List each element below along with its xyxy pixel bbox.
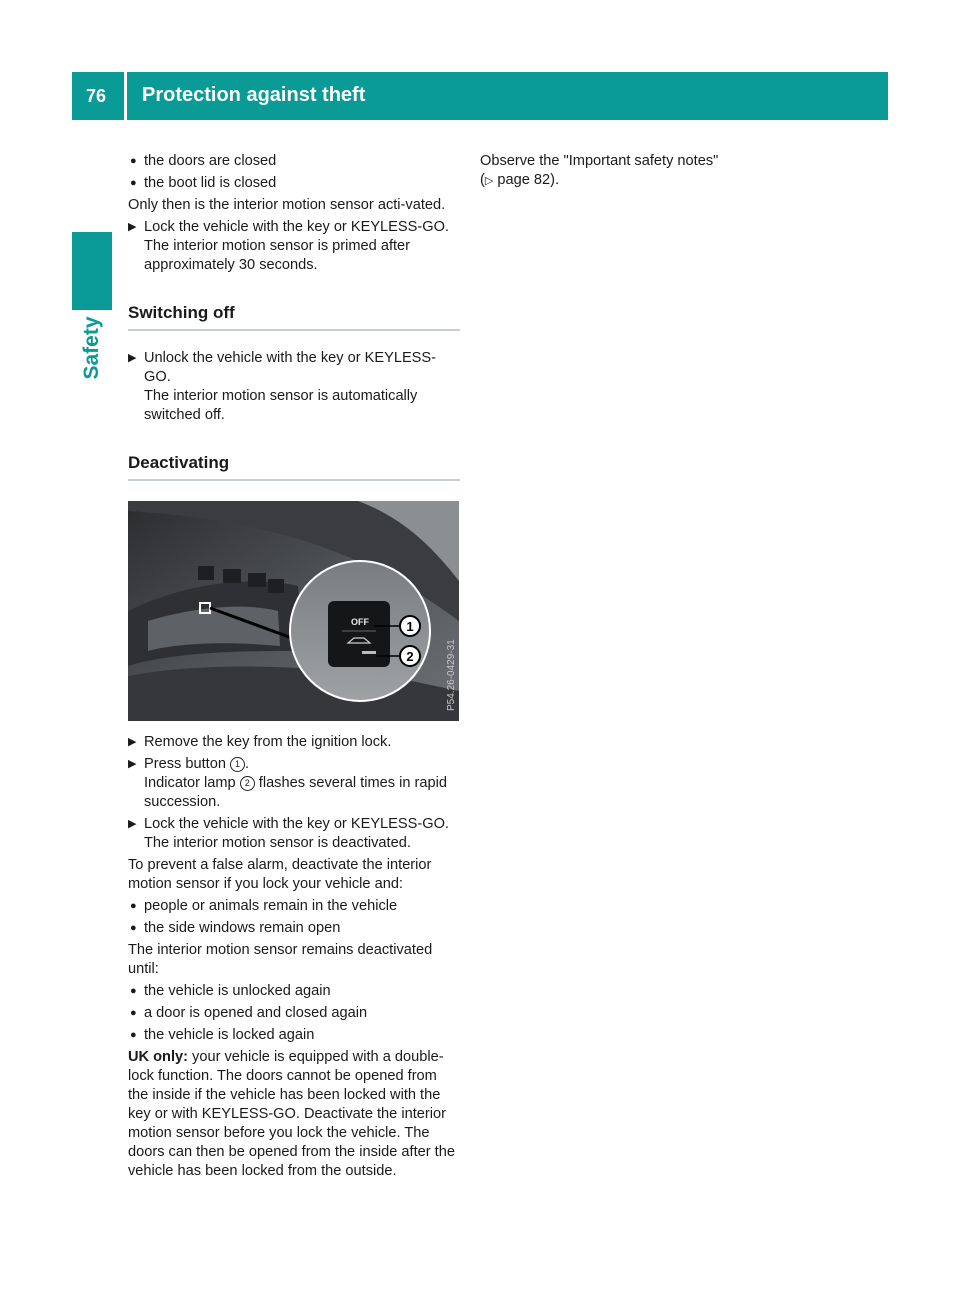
list-item [128,897,460,916]
list-item [128,1004,460,1023]
side-tab-marker [72,232,112,310]
false-alarm-paragraph: To prevent a false alarm, deactivate the interior motion sensor if you lock your vehicle and: [128,857,432,892]
observe-notes-line: Observe the "Important safety notes" [480,153,719,169]
list-item-text: the doors are closed [144,153,277,169]
off-button-label: OFF [351,617,369,627]
overhead-control-panel-figure [128,501,459,721]
header-divider [124,72,127,120]
step-arrow-icon: ▶ [128,736,137,748]
step-arrow-icon: ▶ [128,352,137,364]
bullet-icon: ● [130,177,137,189]
right-column [480,152,780,191]
step-arrow-icon: ▶ [128,818,137,830]
callout-1-ref: 1 [230,757,245,772]
bullet-icon: ● [130,155,137,167]
callout-2-ref: 2 [240,776,255,791]
step-instruction: Remove the key from the ignition lock. [144,734,392,750]
step-instruction: Lock the vehicle with the key or KEYLESS-GO. [144,816,449,832]
page-header [72,72,888,120]
uk-only-text: your vehicle is equipped with a double-lock function. The doors cannot be opened from the inside if the vehicle has been locked with the key or with KEYLESS-GO. Deactivate the interior motion sensor before you lock the vehicle. The doors can then be opened from the inside after the vehicle has been locked from the outside. [128,1049,455,1179]
uk-only-paragraph [128,1048,460,1181]
page-reference: (▷ page 82). [480,172,560,188]
callout-2-label: 2 [406,649,414,664]
bullet-icon: ● [130,985,137,997]
step-instruction: Unlock the vehicle with the key or KEYLESS-GO. [144,350,437,385]
step-result: Indicator lamp 2 flashes several times in rapid succession. [144,775,447,810]
step-result: The interior motion sensor is deactivated. [144,835,411,851]
list-item [128,982,460,1001]
callout-1-label: 1 [406,619,414,634]
step-instruction: Press button 1 . [144,756,250,772]
page-ref-link[interactable]: page 82). [493,172,560,188]
list-item-text: the vehicle is locked again [144,1027,315,1043]
step-result: The interior motion sensor is automatically switched off. [144,388,418,423]
list-item-text: a door is opened and closed again [144,1005,368,1021]
step-remove-key [128,733,460,752]
bullet-icon: ● [130,1007,137,1019]
step-arrow-icon: ▶ [128,221,137,233]
list-item [128,174,460,193]
page-ref-arrow-icon: ▷ [484,175,494,187]
list-item [128,919,460,938]
list-item-text: the vehicle is unlocked again [144,983,331,999]
page-number: 76 [86,86,107,106]
side-tab-text: Safety [80,316,103,380]
list-item [128,1026,460,1045]
left-column [128,152,460,1184]
uk-only-label: UK only: [128,1049,188,1065]
step-arrow-icon: ▶ [128,758,137,770]
intro-paragraph: Only then is the interior motion sensor acti-vated. [128,197,446,213]
list-item-text: people or animals remain in the vehicle [144,898,398,914]
step-lock-vehicle [128,815,460,853]
step-unlock [128,349,460,425]
bullet-icon: ● [130,922,137,934]
section-heading-deactivating: Deactivating [128,453,460,481]
step-press-button [128,755,460,812]
figure-code: P54.26-0429-31 [446,639,457,711]
list-item-text: the boot lid is closed [144,175,277,191]
page-title: Protection against theft [142,84,366,106]
step-result: The interior motion sensor is primed after approximately 30 seconds. [144,238,411,273]
list-item [128,152,460,171]
section-heading-switching-off: Switching off [128,303,460,331]
bullet-icon: ● [130,1029,137,1041]
step-lock [128,218,460,275]
step-instruction: Lock the vehicle with the key or KEYLESS-GO. [144,219,449,235]
overhead-panel-illustration [128,501,459,721]
list-item-text: the side windows remain open [144,920,341,936]
remains-deactivated-paragraph: The interior motion sensor remains deactivated until: [128,942,433,977]
bullet-icon: ● [130,900,137,912]
side-tab-label [72,318,112,378]
